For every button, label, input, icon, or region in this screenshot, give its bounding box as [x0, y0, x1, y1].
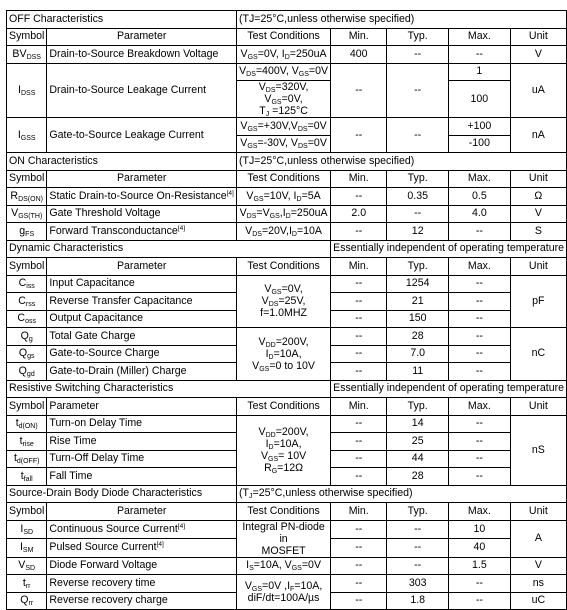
- col-parameter: Parameter: [47, 170, 237, 188]
- col-max: Max.: [449, 503, 511, 521]
- symbol-cell: $C_{iss}$: [7, 275, 47, 293]
- parameter-cell: Pulsed Source Current[4]: [47, 539, 237, 558]
- unit-cell: uC: [510, 592, 566, 610]
- symbol-cell: $I_{SD}$: [7, 520, 47, 539]
- min-cell: --: [331, 328, 387, 346]
- conditions-cell: $V_{DS}=320V$, $V_{GS}=0V$, $T_J =125^\circ C$: [237, 81, 331, 118]
- typ-cell: 0.35: [387, 188, 449, 206]
- symbol-cell: $t_{d(ON)}$: [7, 415, 47, 433]
- typ-cell: 1.8: [387, 592, 449, 610]
- header-row: [7, 503, 567, 521]
- col-symbol: Symbol: [7, 170, 47, 188]
- col-max: Max.: [449, 258, 511, 276]
- header-row: [7, 170, 567, 188]
- max-cell: -100: [449, 135, 511, 153]
- col-typ: Typ.: [387, 503, 449, 521]
- unit-cell: V: [510, 205, 566, 223]
- parameter-cell: Input Capacitance: [47, 275, 237, 293]
- min-cell: --: [331, 415, 387, 433]
- max-cell: --: [449, 275, 511, 293]
- table-row: [7, 557, 567, 575]
- typ-cell: 11: [387, 363, 449, 381]
- max-cell: --: [449, 468, 511, 486]
- col-max: Max.: [449, 398, 511, 416]
- symbol-cell: $V_{GS(TH)}$: [7, 205, 47, 223]
- conditions-cell: $V_{GS}=10V$, $I_D=5A$: [237, 188, 331, 206]
- unit-cell: V: [510, 46, 566, 64]
- min-cell: --: [331, 539, 387, 558]
- min-cell: --: [331, 575, 387, 593]
- section-title: Dynamic Characteristics: [7, 240, 331, 258]
- symbol-cell: $C_{oss}$: [7, 310, 47, 328]
- section-note: Essentially independent of operating temperature: [331, 240, 567, 258]
- parameter-cell: Reverse Transfer Capacitance: [47, 293, 237, 311]
- parameter-cell: Drain-to-Source Breakdown Voltage: [47, 46, 237, 64]
- typ-cell: 25: [387, 433, 449, 451]
- symbol-cell: $BV_{DSS}$: [7, 46, 47, 64]
- typ-cell: 12: [387, 223, 449, 241]
- typ-cell: --: [387, 63, 449, 118]
- min-cell: --: [331, 293, 387, 311]
- symbol-cell: $C_{rss}$: [7, 293, 47, 311]
- symbol-cell: $Q_{gs}$: [7, 345, 47, 363]
- parameter-cell: Rise Time: [47, 433, 237, 451]
- unit-cell: Ω: [510, 188, 566, 206]
- typ-cell: --: [387, 539, 449, 558]
- unit-cell: V: [510, 557, 566, 575]
- typ-cell: 44: [387, 450, 449, 468]
- parameter-cell: Diode Forward Voltage: [47, 557, 237, 575]
- min-cell: --: [331, 450, 387, 468]
- section-title: Source-Drain Body Diode Characteristics: [7, 485, 237, 503]
- max-cell: 4.0: [449, 205, 511, 223]
- parameter-cell: Fall Time: [47, 468, 237, 486]
- col-max: Max.: [449, 170, 511, 188]
- min-cell: --: [331, 363, 387, 381]
- parameter-cell: Turn-on Delay Time: [47, 415, 237, 433]
- parameter-cell: Drain-to-Source Leakage Current: [47, 63, 237, 118]
- typ-cell: --: [387, 118, 449, 153]
- col-parameter: Parameter: [47, 258, 237, 276]
- conditions-cell: $V_{DS}=20V,I_D=10A$: [237, 223, 331, 241]
- symbol-cell: $t_{rise}$: [7, 433, 47, 451]
- col-typ: Typ.: [387, 170, 449, 188]
- col-symbol: Symbol: [7, 28, 47, 46]
- section-note: (TJ=25°C,unless otherwise specified): [237, 11, 567, 29]
- parameter-cell: Gate Threshold Voltage: [47, 205, 237, 223]
- max-cell: --: [449, 415, 511, 433]
- unit-cell: A: [510, 520, 566, 557]
- symbol-cell: $g_{FS}$: [7, 223, 47, 241]
- section-switching-title-row: [7, 380, 567, 398]
- section-title: ON Characteristics: [7, 153, 237, 171]
- section-title: Resistive Switching Characteristics: [7, 380, 331, 398]
- col-unit: Unit: [510, 503, 566, 521]
- min-cell: --: [331, 345, 387, 363]
- typ-cell: --: [387, 557, 449, 575]
- header-row: [7, 258, 567, 276]
- typ-cell: 303: [387, 575, 449, 593]
- max-cell: 100: [449, 81, 511, 118]
- parameter-cell: Turn-Off Delay Time: [47, 450, 237, 468]
- section-dynamic-title-row: [7, 240, 567, 258]
- unit-cell: nA: [510, 118, 566, 153]
- max-cell: --: [449, 592, 511, 610]
- col-typ: Typ.: [387, 398, 449, 416]
- conditions-cell: $V_{DS}=V_{GS},I_D=250uA$: [237, 205, 331, 223]
- table-row: [7, 575, 567, 593]
- symbol-cell: $t_{rr}$: [7, 575, 47, 593]
- conditions-cell: $V_{GS}=0V$ $,I_F=10A$, diF/dt=100A/µs: [237, 575, 331, 610]
- parameter-cell: Static Drain-to-Source On-Resistance[4]: [47, 188, 237, 206]
- max-cell: --: [449, 328, 511, 346]
- min-cell: --: [331, 557, 387, 575]
- conditions-cell: Integral PN-diode in MOSFET: [237, 520, 331, 557]
- section-on-title-row: [7, 153, 567, 171]
- table-row: [7, 223, 567, 241]
- unit-cell: ns: [510, 575, 566, 593]
- min-cell: --: [331, 310, 387, 328]
- table-row: [7, 328, 567, 346]
- conditions-cell: $V_{DD}=200V$, $I_D=10A$, $V_{GS}=0$ to 10V: [237, 328, 331, 381]
- parameter-cell: Continuous Source Current[4]: [47, 520, 237, 539]
- col-typ: Typ.: [387, 28, 449, 46]
- min-cell: --: [331, 63, 387, 118]
- conditions-cell: $V_{DS}=400V$, $V_{GS}=0V$: [237, 63, 331, 81]
- max-cell: --: [449, 345, 511, 363]
- section-title: OFF Characteristics: [7, 11, 237, 29]
- col-symbol: Symbol: [7, 258, 47, 276]
- min-cell: --: [331, 433, 387, 451]
- unit-cell: uA: [510, 63, 566, 118]
- min-cell: --: [331, 592, 387, 610]
- conditions-cell: $V_{GS}=0V$, $V_{DS}=25V$, f=1.0MHZ: [237, 275, 331, 328]
- parameter-cell: Output Capacitance: [47, 310, 237, 328]
- max-cell: --: [449, 293, 511, 311]
- unit-cell: nS: [510, 415, 566, 485]
- max-cell: 1: [449, 63, 511, 81]
- col-min: Min.: [331, 170, 387, 188]
- symbol-cell: $Q_g$: [7, 328, 47, 346]
- section-off-title-row: [7, 11, 567, 29]
- col-typ: Typ.: [387, 258, 449, 276]
- min-cell: --: [331, 520, 387, 539]
- col-test-conditions: Test Conditions: [237, 170, 331, 188]
- col-parameter: Parameter: [47, 28, 237, 46]
- header-row: [7, 398, 567, 416]
- symbol-cell: $Q_{gd}$: [7, 363, 47, 381]
- col-parameter: Parameter: [47, 398, 237, 416]
- max-cell: 40: [449, 539, 511, 558]
- typ-cell: 28: [387, 328, 449, 346]
- col-min: Min.: [331, 258, 387, 276]
- parameter-cell: Gate-to-Source Charge: [47, 345, 237, 363]
- min-cell: --: [331, 118, 387, 153]
- typ-cell: --: [387, 46, 449, 64]
- table-row: [7, 188, 567, 206]
- col-parameter: Parameter: [47, 503, 237, 521]
- col-test-conditions: Test Conditions: [237, 398, 331, 416]
- typ-cell: 1254: [387, 275, 449, 293]
- col-unit: Unit: [510, 28, 566, 46]
- typ-cell: 150: [387, 310, 449, 328]
- parameter-cell: Total Gate Charge: [47, 328, 237, 346]
- max-cell: 1.5: [449, 557, 511, 575]
- symbol-cell: $V_{SD}$: [7, 557, 47, 575]
- col-unit: Unit: [510, 170, 566, 188]
- max-cell: --: [449, 450, 511, 468]
- section-note: ($T_J=25^\circ C,unless$ otherwise specified): [237, 485, 567, 503]
- col-test-conditions: Test Conditions: [237, 503, 331, 521]
- col-symbol: Symbol: [7, 503, 47, 521]
- conditions-cell: $V_{GS}=-30V$, $V_{DS}=0V$: [237, 135, 331, 153]
- header-row: [7, 28, 567, 46]
- min-cell: --: [331, 188, 387, 206]
- table-row: [7, 275, 567, 293]
- conditions-cell: $V_{GS}=+30V,V_{DS}=0V$: [237, 118, 331, 136]
- max-cell: --: [449, 46, 511, 64]
- typ-cell: 14: [387, 415, 449, 433]
- col-max: Max.: [449, 28, 511, 46]
- unit-cell: S: [510, 223, 566, 241]
- unit-cell: nC: [510, 328, 566, 381]
- min-cell: --: [331, 468, 387, 486]
- max-cell: --: [449, 363, 511, 381]
- conditions-cell: $I_S=10A$, $V_{GS}=0V$: [237, 557, 331, 575]
- parameter-cell: Gate-to-Drain (Miller) Charge: [47, 363, 237, 381]
- col-min: Min.: [331, 503, 387, 521]
- symbol-cell: $I_{SM}$: [7, 539, 47, 558]
- electrical-characteristics-table: [6, 10, 567, 610]
- typ-cell: 21: [387, 293, 449, 311]
- col-unit: Unit: [510, 258, 566, 276]
- section-note: Essentially independent of operating temperature: [331, 380, 567, 398]
- symbol-cell: $t_{fall}$: [7, 468, 47, 486]
- max-cell: --: [449, 433, 511, 451]
- symbol-cell: $Q_{rr}$: [7, 592, 47, 610]
- col-test-conditions: Test Conditions: [237, 258, 331, 276]
- parameter-cell: Forward Transconductance[4]: [47, 223, 237, 241]
- max-cell: 10: [449, 520, 511, 539]
- table-row: [7, 63, 567, 81]
- table-row: [7, 415, 567, 433]
- parameter-cell: Gate-to-Source Leakage Current: [47, 118, 237, 153]
- min-cell: 2.0: [331, 205, 387, 223]
- symbol-cell: $I_{DSS}$: [7, 63, 47, 118]
- typ-cell: --: [387, 520, 449, 539]
- max-cell: --: [449, 223, 511, 241]
- parameter-cell: Reverse recovery charge: [47, 592, 237, 610]
- typ-cell: 28: [387, 468, 449, 486]
- max-cell: --: [449, 310, 511, 328]
- typ-cell: --: [387, 205, 449, 223]
- max-cell: +100: [449, 118, 511, 136]
- max-cell: 0.5: [449, 188, 511, 206]
- col-unit: Unit: [510, 398, 566, 416]
- symbol-cell: $R_{DS(ON)}$: [7, 188, 47, 206]
- unit-cell: pF: [510, 275, 566, 328]
- min-cell: --: [331, 223, 387, 241]
- parameter-cell: Reverse recovery time: [47, 575, 237, 593]
- min-cell: 400: [331, 46, 387, 64]
- table-row: [7, 205, 567, 223]
- table-row: [7, 520, 567, 539]
- typ-cell: 7.0: [387, 345, 449, 363]
- conditions-cell: $V_{DD}=200V$, $I_D=10A$, $V_{GS}= 10V$ $R_G=12\Omega$: [237, 415, 331, 485]
- min-cell: --: [331, 275, 387, 293]
- section-diode-title-row: [7, 485, 567, 503]
- symbol-cell: $t_{d(OFF)}$: [7, 450, 47, 468]
- col-min: Min.: [331, 398, 387, 416]
- symbol-cell: $I_{GSS}$: [7, 118, 47, 153]
- specification-sheet: [6, 10, 567, 610]
- max-cell: --: [449, 575, 511, 593]
- table-row: [7, 46, 567, 64]
- col-symbol: Symbol: [7, 398, 47, 416]
- conditions-cell: $V_{GS}=0V$, $I_D=250uA$: [237, 46, 331, 64]
- section-note: (TJ=25°C,unless otherwise specified): [237, 153, 567, 171]
- col-test-conditions: Test Conditions: [237, 28, 331, 46]
- table-row: [7, 118, 567, 136]
- col-min: Min.: [331, 28, 387, 46]
